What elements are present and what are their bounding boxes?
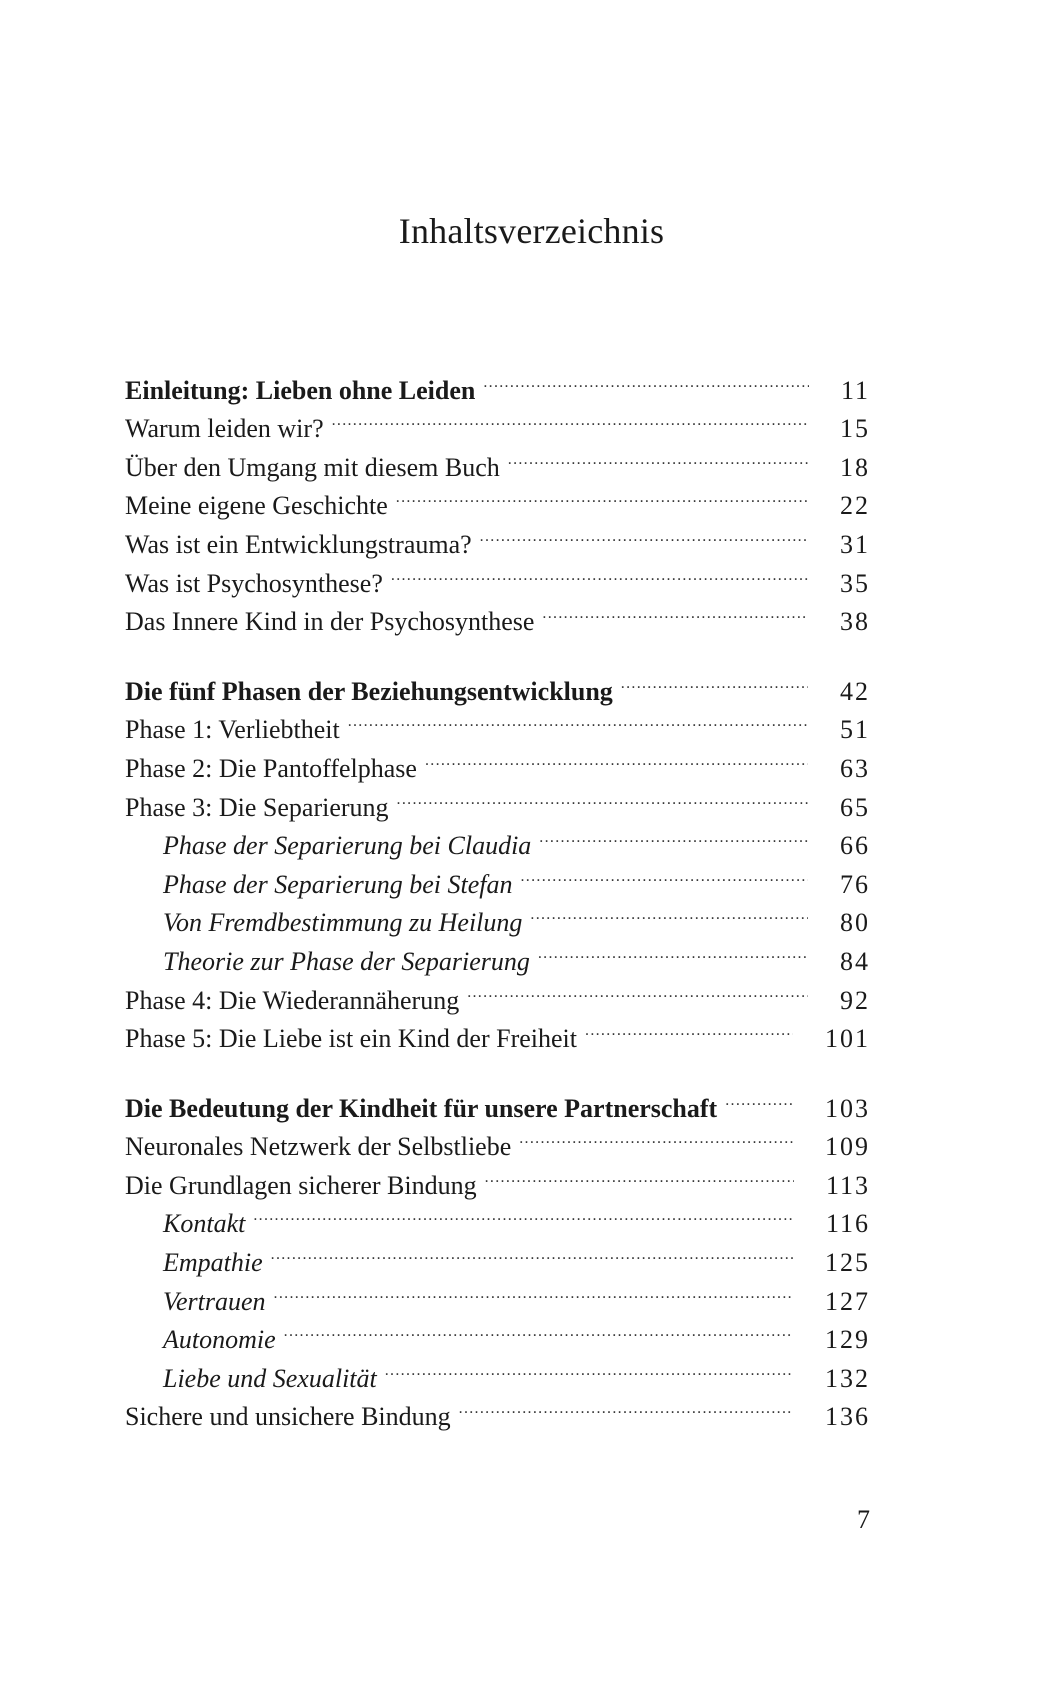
toc-entry-title: Empathie xyxy=(163,1248,263,1278)
dot-leader xyxy=(425,738,808,777)
dot-leader xyxy=(519,1117,793,1156)
dot-leader xyxy=(530,893,808,932)
dot-leader xyxy=(284,1310,793,1349)
toc-entry-page: 35 xyxy=(840,568,870,598)
toc-entry-title: Die Bedeutung der Kindheit für unsere Partnerschaft xyxy=(125,1093,718,1123)
dot-leader xyxy=(271,1232,793,1271)
toc-entry-page: 136 xyxy=(825,1402,870,1432)
toc-entry-title: Sichere und unsichere Bindung xyxy=(125,1402,451,1432)
toc-entry-title: Phase der Separierung bei Stefan xyxy=(163,869,513,899)
toc-entry-page: 129 xyxy=(825,1325,870,1355)
toc-entry[interactable] xyxy=(125,661,870,706)
dot-leader xyxy=(385,1348,793,1387)
toc-section xyxy=(125,360,870,637)
toc-entry-title: Phase der Separierung bei Claudia xyxy=(163,831,532,861)
toc-entry-page: 84 xyxy=(840,946,870,976)
dot-leader xyxy=(585,1009,793,1048)
dot-leader xyxy=(539,816,808,855)
dot-leader xyxy=(483,360,809,399)
toc-entry-page: 103 xyxy=(825,1093,870,1123)
toc-entry-title: Phase 4: Die Wiederannäherung xyxy=(125,985,460,1015)
table-of-contents xyxy=(125,360,870,1456)
toc-entry-page: 51 xyxy=(840,715,870,745)
toc-entry-title: Phase 5: Die Liebe ist ein Kind der Freiheit xyxy=(125,1024,578,1054)
dot-leader xyxy=(459,1387,793,1426)
toc-entry-page: 66 xyxy=(840,831,870,861)
toc-entry[interactable] xyxy=(125,1078,870,1123)
toc-entry-page: 63 xyxy=(840,753,870,783)
dot-leader xyxy=(521,854,809,893)
dot-leader xyxy=(467,970,808,1009)
toc-entry-title: Phase 3: Die Separierung xyxy=(125,792,389,822)
toc-entry-title: Vertrauen xyxy=(163,1286,266,1316)
dot-leader xyxy=(274,1271,793,1310)
dot-leader xyxy=(397,777,808,816)
toc-entry-page: 15 xyxy=(840,414,870,444)
toc-entry-title: Warum leiden wir? xyxy=(125,414,324,444)
dot-leader xyxy=(396,476,808,515)
toc-entry-page: 65 xyxy=(840,792,870,822)
dot-leader xyxy=(253,1194,794,1233)
toc-entry-title: Kontakt xyxy=(163,1209,246,1239)
toc-entry-title: Phase 1: Verliebtheit xyxy=(125,715,340,745)
page-title: Inhaltsverzeichnis xyxy=(398,211,665,251)
dot-leader xyxy=(621,661,808,700)
toc-entry-page: 132 xyxy=(825,1363,870,1393)
dot-leader xyxy=(538,931,808,970)
toc-entry-page: 76 xyxy=(840,869,870,899)
toc-section xyxy=(125,1078,870,1432)
toc-entry-page: 92 xyxy=(840,985,870,1015)
toc-entry-page: 42 xyxy=(840,676,870,706)
toc-entry-title: Einleitung: Lieben ohne Leiden xyxy=(125,375,476,405)
dot-leader xyxy=(332,399,808,438)
page-number: 7 xyxy=(857,1505,870,1534)
toc-entry-title: Von Fremdbestimmung zu Heilung xyxy=(163,908,523,938)
toc-entry-page: 80 xyxy=(840,908,870,938)
toc-entry-title: Meine eigene Geschichte xyxy=(125,491,388,521)
toc-entry-title: Was ist ein Entwicklungstrauma? xyxy=(125,529,472,559)
toc-entry-title: Das Innere Kind in der Psychosynthese xyxy=(125,607,535,637)
toc-entry-title: Autonomie xyxy=(163,1325,276,1355)
toc-entry-title: Die Grundlagen sicherer Bindung xyxy=(125,1170,477,1200)
toc-entry-page: 127 xyxy=(825,1286,870,1316)
dot-leader xyxy=(508,437,808,476)
toc-entry-title: Was ist Psychosynthese? xyxy=(125,568,383,598)
toc-entry-title: Über den Umgang mit diesem Buch xyxy=(125,452,500,482)
toc-entry-page: 116 xyxy=(825,1209,870,1239)
toc-entry-title: Die fünf Phasen der Beziehungsentwicklung xyxy=(125,676,613,706)
toc-entry-title: Theorie zur Phase der Separierung xyxy=(163,946,530,976)
toc-entry-title: Phase 2: Die Pantoffelphase xyxy=(125,753,417,783)
toc-section xyxy=(125,661,870,1054)
toc-entry-page: 11 xyxy=(840,375,870,405)
dot-leader xyxy=(542,592,808,631)
dot-leader xyxy=(391,553,808,592)
toc-entry[interactable] xyxy=(125,360,870,405)
toc-entry-page: 125 xyxy=(825,1248,870,1278)
dot-leader xyxy=(725,1078,793,1117)
toc-entry-page: 113 xyxy=(825,1170,870,1200)
toc-entry-page: 31 xyxy=(840,529,870,559)
dot-leader xyxy=(348,700,808,739)
toc-entry-page: 22 xyxy=(840,491,870,521)
toc-entry-page: 38 xyxy=(840,607,870,637)
dot-leader xyxy=(485,1155,794,1194)
toc-entry-page: 109 xyxy=(825,1132,870,1162)
toc-entry-title: Liebe und Sexualität xyxy=(163,1363,377,1393)
toc-entry-title: Neuronales Netzwerk der Selbstliebe xyxy=(125,1132,512,1162)
toc-entry-page: 18 xyxy=(840,452,870,482)
toc-entry-page: 101 xyxy=(825,1024,870,1054)
dot-leader xyxy=(480,514,808,553)
